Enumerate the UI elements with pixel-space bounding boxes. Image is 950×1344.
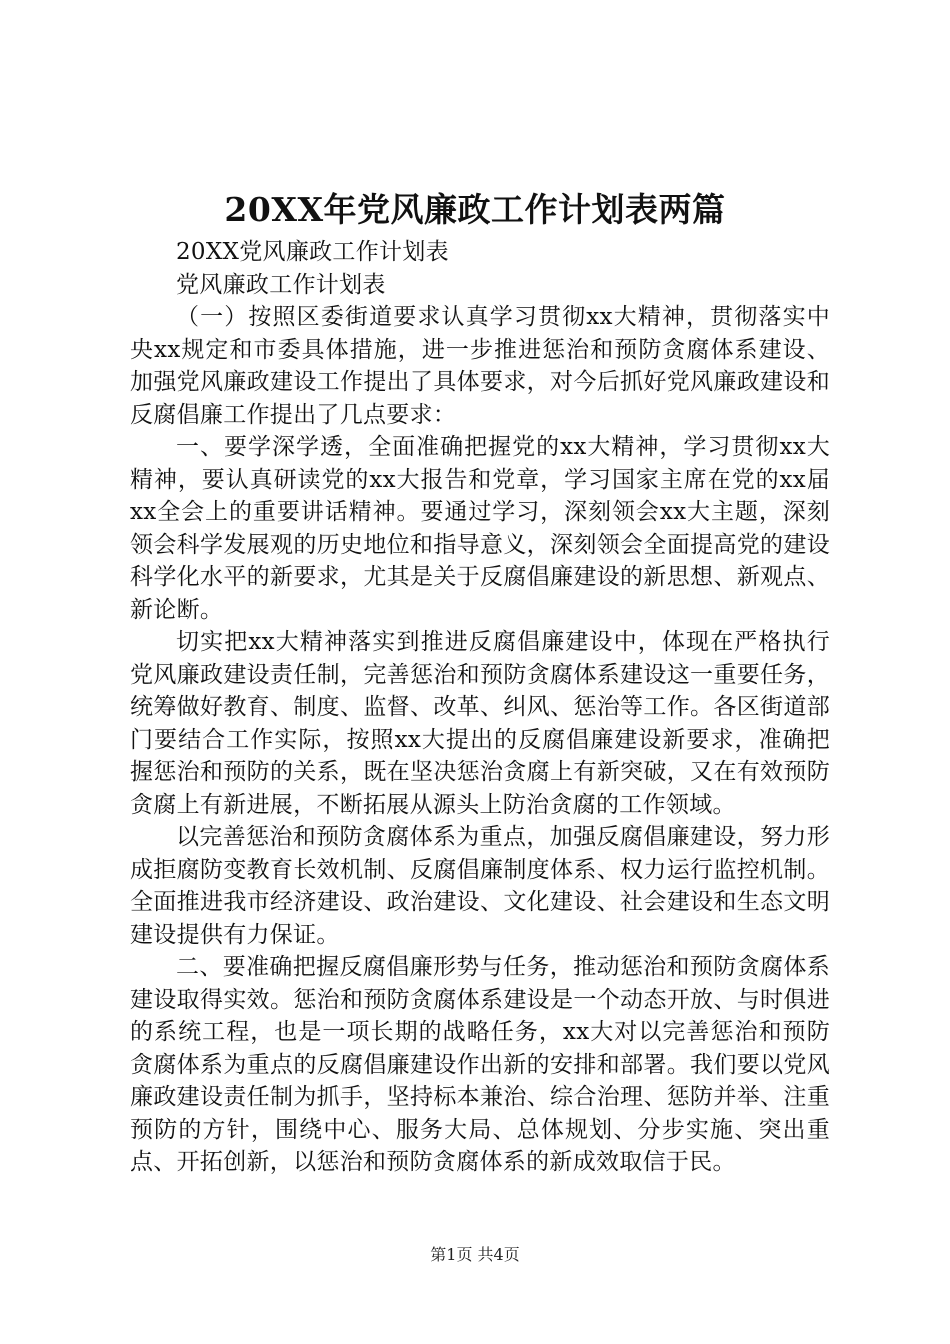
paragraph: 一、要学深学透，全面准确把握党的xx大精神，学习贯彻xx大精神，要认真研读党的xx大报告和党章，学习国家主席在党的xx届xx全会上的重要讲话精神。要通过学习，深刻领会xx大主题，深刻领会科学发展观的历史地位和指导意义，深刻领会全面提高党的建设科学化水平的新要求，尤其是关于反腐倡廉建设的新思想、新观点、新论断。 (130, 434, 830, 623)
page-number: 第1页 共4页 (430, 1245, 520, 1264)
paragraph-subtitle: 20XX党风廉政工作计划表 (176, 239, 449, 265)
paragraph: 切实把xx大精神落实到推进反腐倡廉建设中，体现在严格执行党风廉政建设责任制，完善惩治和预防贪腐体系建设这一重要任务，统筹做好教育、制度、监督、改革、纠风、惩治等工作。各区街道部门要结合工作实际，按照xx大提出的反腐倡廉建设新要求，准确把握惩治和预防的关系，既在坚决惩治贪腐上有新突破，又在有效预防贪腐上有新进展，不断拓展从源头上防治贪腐的工作领域。 (130, 629, 830, 818)
paragraph-section-title: 党风廉政工作计划表 (176, 271, 386, 298)
document-title: 20XX年党风廉政工作计划表两篇 (224, 190, 726, 229)
paragraph: （一）按照区委街道要求认真学习贯彻xx大精神，贯彻落实中央xx规定和市委具体措施，进一步推进惩治和预防贪腐体系建设、加强党风廉政建设工作提出了具体要求，对今后抓好党风廉政建设和反腐倡廉工作提出了几点要求： (130, 304, 830, 428)
paragraph: 以完善惩治和预防贪腐体系为重点，加强反腐倡廉建设，努力形成拒腐防变教育长效机制、反腐倡廉制度体系、权力运行监控机制。全面推进我市经济建设、政治建设、文化建设、社会建设和生态文明建设提供有力保证。 (130, 824, 830, 948)
paragraph: 二、要准确把握反腐倡廉形势与任务，推动惩治和预防贪腐体系建设取得实效。惩治和预防贪腐体系建设是一个动态开放、与时俱进的系统工程，也是一项长期的战略任务，xx大对以完善惩治和预防贪腐体系为重点的反腐倡廉建设作出新的安排和部署。我们要以党风廉政建设责任制为抓手，坚持标本兼治、综合治理、惩防并举、注重预防的方针，围绕中心、服务大局、总体规划、分步实施、突出重点、开拓创新，以惩治和预防贪腐体系的新成效取信于民。 (130, 954, 830, 1175)
document-body (130, 236, 830, 1179)
